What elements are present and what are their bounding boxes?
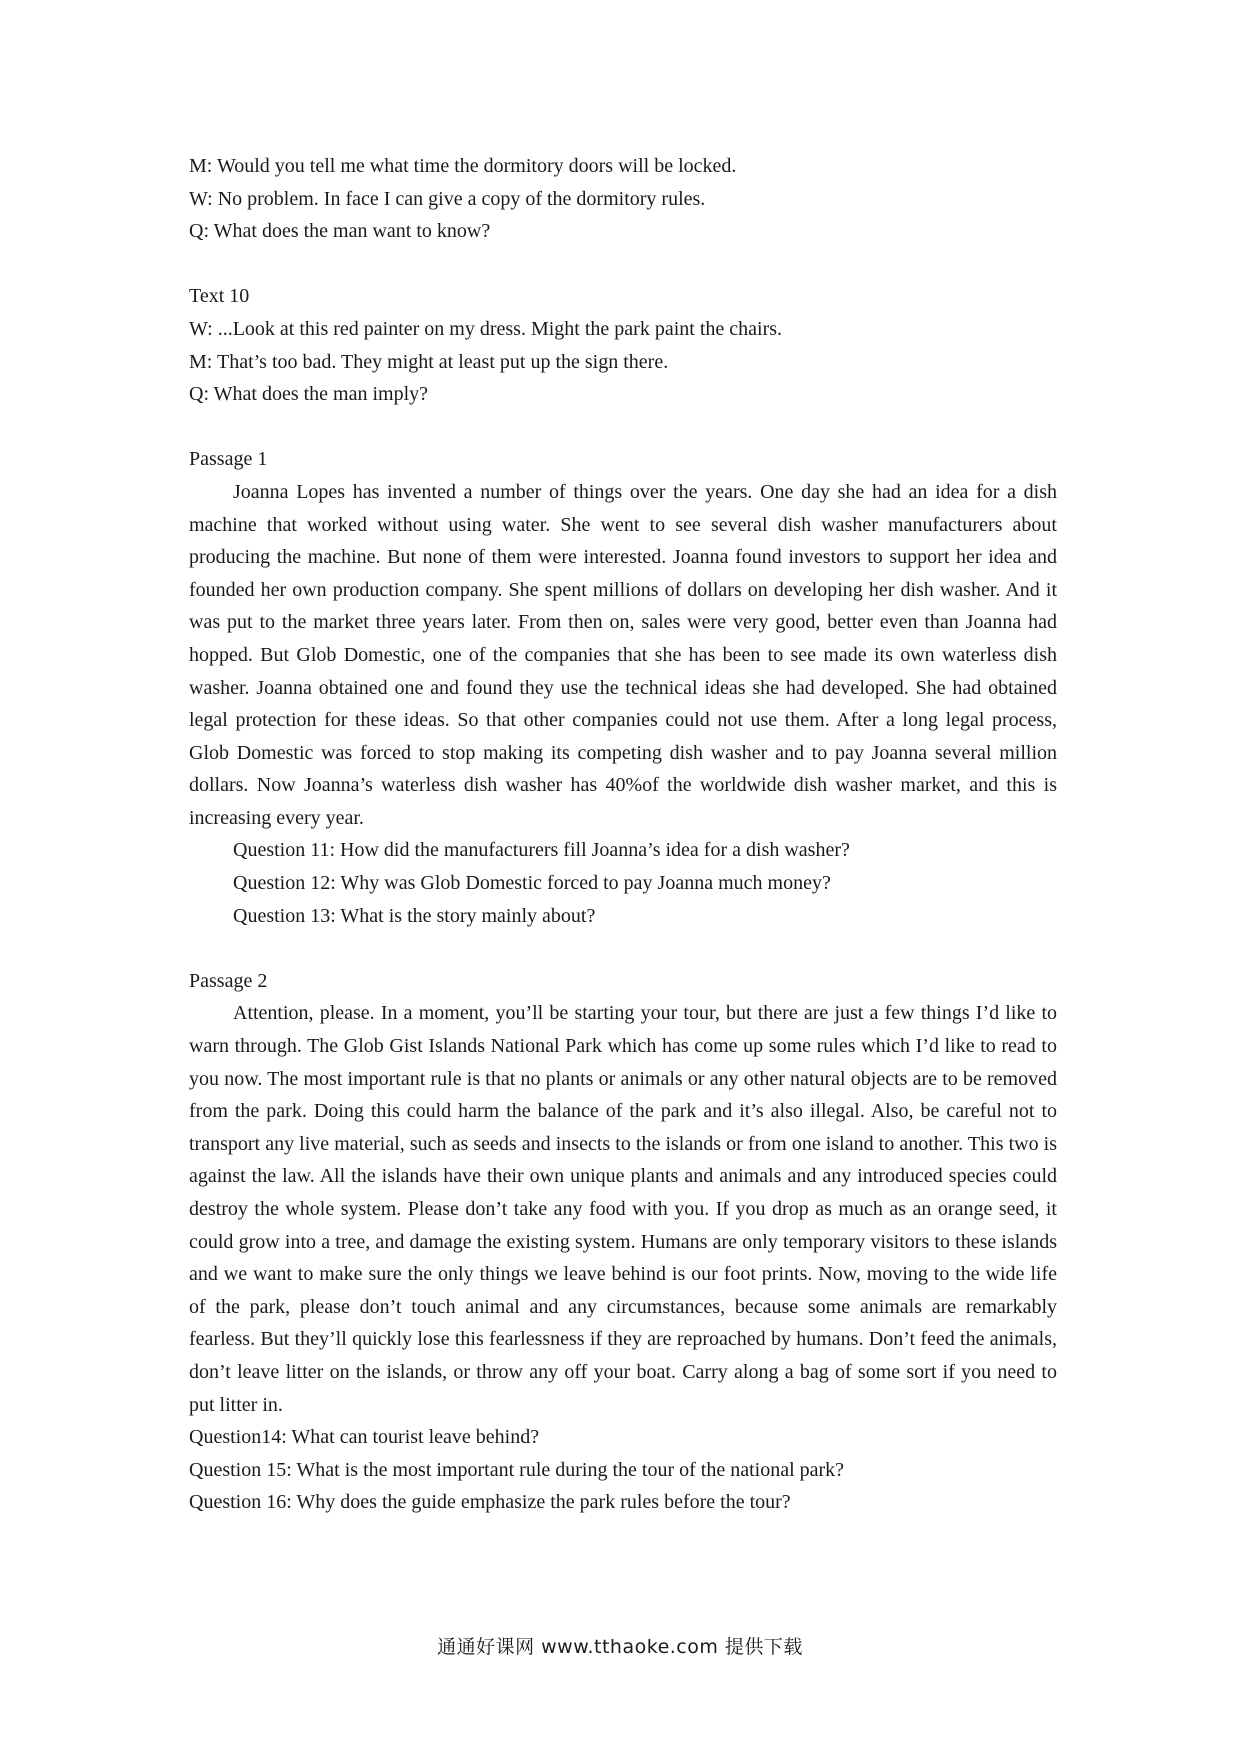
passage-body: Attention, please. In a moment, you’ll be starting your tour, but there are just a few things I’d like to warn through. The Glob Gist Islands National Park which has come up some rules which I’d like to read to you now. The most important rule is that no plants or animals or any other natural objects are to be removed from the park. Doing this could harm the balance of the park and it’s also illegal. Also, be careful not to transport any live material, such as seeds and insects to the islands or from one island to another. This two is against the law. All the islands have their own unique plants and animals and any introduced species could destroy the whole system. Please don’t take any food with you. If you drop as much as an orange seed, it could grow into a tree, and damage the existing system. Humans are only temporary visitors to these islands and we want to make sure the only things we leave behind is our foot prints. Now, moving to the wide life of the park, please don’t touch animal and any circumstances, because some animals are remarkably fearless. But they’ll quickly lose this fearlessness if they are reproached by humans. Don’t feed the animals, don’t leave litter on the islands, or throw any off your boat. Carry along a bag of some sort if you need to put litter in. bbox=[189, 1002, 1057, 1416]
question-line: Question 11: How did the manufacturers fill Joanna’s idea for a dish washer? bbox=[233, 839, 850, 862]
section-gap bbox=[189, 411, 1057, 444]
question-line: Q: What does the man imply? bbox=[189, 383, 429, 406]
dialogue-line: W: ...Look at this red painter on my dress. Might the park paint the chairs. bbox=[189, 317, 783, 340]
document-page bbox=[189, 150, 1057, 1519]
text9-section bbox=[189, 150, 1057, 248]
question-line: Question 12: Why was Glob Domestic forced to pay Joanna much money? bbox=[233, 872, 831, 895]
dialogue-line: M: That’s too bad. They might at least put up the sign there. bbox=[189, 350, 669, 373]
section-gap bbox=[189, 248, 1057, 281]
question-line: Question14: What can tourist leave behind? bbox=[189, 1426, 540, 1449]
passage1-section bbox=[189, 443, 1057, 932]
question-line: Question 15: What is the most important rule during the tour of the national park? bbox=[189, 1458, 845, 1481]
page-footer: 通通好课网 www.tthaoke.com 提供下载 bbox=[437, 1636, 803, 1658]
section-heading: Passage 1 bbox=[189, 448, 268, 471]
text10-section bbox=[189, 280, 1057, 410]
section-heading: Passage 2 bbox=[189, 969, 268, 992]
dialogue-line: M: Would you tell me what time the dormitory doors will be locked. bbox=[189, 155, 737, 177]
question-line: Question 13: What is the story mainly about? bbox=[233, 904, 596, 927]
section-gap bbox=[189, 932, 1057, 965]
question-line: Q: What does the man want to know? bbox=[189, 220, 491, 243]
passage2-section bbox=[189, 965, 1057, 1519]
question-line: Question 16: Why does the guide emphasize the park rules before the tour? bbox=[189, 1491, 791, 1514]
dialogue-line: W: No problem. In face I can give a copy of the dormitory rules. bbox=[189, 187, 706, 210]
passage-body: Joanna Lopes has invented a number of things over the years. One day she had an idea for a dish machine that worked without using water. She went to see several dish washer manufacturers about producing the machine. But none of them were interested. Joanna found investors to support her idea and founded her own production company. She spent millions of dollars on developing her dish washer. And it was put to the market three years later. From then on, sales were very good, better even than Joanna had hopped. But Glob Domestic, one of the companies that she has been to see made its own waterless dish washer. Joanna obtained one and found they use the technical ideas she had developed. She had obtained legal protection for these ideas. So that other companies could not use them. After a long legal process, Glob Domestic was forced to stop making its competing dish washer and to pay Joanna several million dollars. Now Joanna’s waterless dish washer has 40%of the worldwide dish washer market, and this is increasing every year. bbox=[189, 480, 1057, 829]
section-heading: Text 10 bbox=[189, 285, 250, 308]
